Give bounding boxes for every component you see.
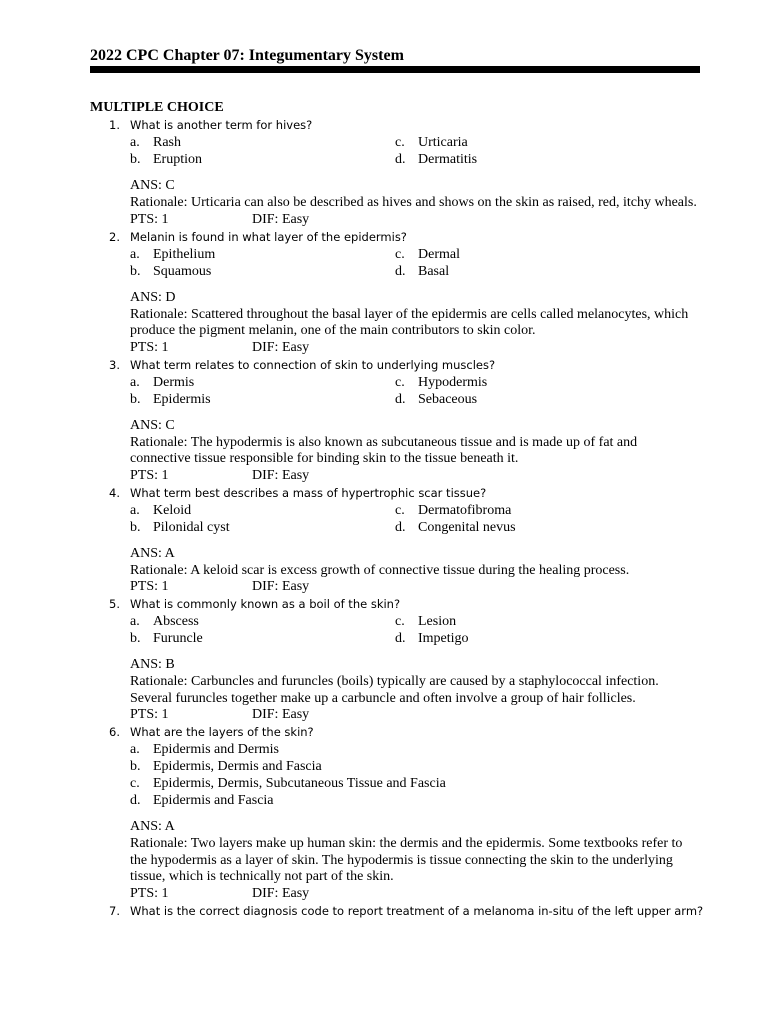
option-text: Squamous [153, 263, 212, 279]
difficulty-value: DIF: Easy [252, 467, 310, 483]
option-row [0, 613, 768, 630]
option-letter: b. [130, 759, 141, 774]
points-difficulty-line [0, 707, 768, 724]
points-value: PTS: 1 [130, 707, 169, 722]
difficulty-value: DIF: Easy [252, 579, 310, 594]
option-list [0, 134, 768, 168]
points-difficulty-line [0, 340, 768, 357]
option-row [0, 758, 768, 775]
option-text: Hypodermis [418, 374, 488, 390]
question-stem: What term best describes a mass of hypertrophic scar tissue? [130, 485, 487, 500]
answer-line [0, 657, 768, 674]
answer-key: ANS: C [130, 178, 175, 193]
option-letter: a. [130, 135, 140, 150]
difficulty-value: DIF: Easy [252, 211, 310, 227]
option-text: Keloid [153, 502, 192, 518]
question-stem-row [0, 357, 768, 374]
points-value: PTS: 1 [130, 467, 169, 483]
answer-line [0, 290, 768, 307]
option-row [0, 792, 768, 809]
option-list [0, 246, 768, 280]
section-heading: MULTIPLE CHOICE [90, 100, 224, 115]
option-text: Lesion [418, 614, 457, 629]
question-stem-row [0, 903, 768, 920]
option-letter: a. [130, 502, 140, 518]
question-stem: What is commonly known as a boil of the skin? [130, 597, 401, 611]
question-stem-row [0, 117, 768, 134]
option-row [0, 263, 768, 280]
option-list [0, 741, 768, 809]
question-item [0, 596, 768, 724]
option-text: Epidermis, Dermis and Fascia [153, 759, 322, 774]
question-stem-row [0, 485, 768, 502]
option-list [0, 374, 768, 408]
option-text: Epidermis [153, 391, 211, 407]
answer-line [0, 418, 768, 435]
question-stem: What are the layers of the skin? [130, 725, 314, 739]
question-stem-row [0, 596, 768, 613]
title-rule [90, 66, 700, 73]
question-stem-row [0, 229, 768, 246]
option-text: Abscess [153, 614, 199, 629]
answer-key: ANS: C [130, 417, 175, 433]
option-text: Pilonidal cyst [153, 519, 230, 535]
answer-key: ANS: D [130, 289, 176, 305]
question-item [0, 724, 768, 903]
option-text: Epidermis and Dermis [153, 742, 279, 757]
question-number: 3. [109, 357, 120, 372]
option-letter: a. [130, 742, 140, 757]
rationale-text: Rationale: Scattered throughout the basal layer of the epidermis are cells called melanocytes, which produce the pigment melanin, one of the main contributors to skin color. [130, 306, 689, 338]
question-list [0, 117, 768, 920]
option-letter: c. [395, 502, 405, 518]
answer-line [0, 819, 768, 836]
option-text: Dermatitis [418, 152, 478, 167]
option-text: Epithelium [153, 246, 216, 262]
answer-key: ANS: B [130, 657, 175, 672]
rationale-text: Rationale: The hypodermis is also known as subcutaneous tissue and is made up of fat and connective tissue responsible for binding skin to the tissue beneath it. [130, 434, 638, 466]
option-letter: c. [395, 246, 405, 262]
difficulty-value: DIF: Easy [252, 707, 310, 722]
option-letter: b. [130, 152, 141, 167]
question-item [0, 357, 768, 485]
points-difficulty-line [0, 886, 768, 903]
answer-key: ANS: A [130, 819, 175, 834]
option-row [0, 630, 768, 647]
option-text: Congenital nevus [418, 519, 516, 535]
option-list [0, 613, 768, 647]
option-text: Eruption [153, 152, 202, 167]
option-text: Epidermis, Dermis, Subcutaneous Tissue and Fascia [153, 776, 446, 791]
answer-block [0, 546, 768, 597]
question-stem-row [0, 724, 768, 741]
answer-block [0, 657, 768, 724]
answer-block [0, 418, 768, 485]
option-letter: c. [395, 614, 405, 629]
option-letter: d. [395, 391, 406, 407]
option-letter: d. [395, 519, 406, 535]
option-text: Urticaria [418, 135, 468, 150]
option-text: Furuncle [153, 631, 203, 646]
question-stem: What is the correct diagnosis code to report treatment of a melanoma in-situ of the left upper arm? [130, 903, 704, 918]
option-letter: c. [130, 776, 140, 791]
option-letter: a. [130, 614, 140, 629]
option-list [0, 502, 768, 536]
question-number: 4. [109, 485, 120, 500]
points-value: PTS: 1 [130, 211, 169, 227]
points-difficulty-line [0, 579, 768, 596]
option-text: Impetigo [418, 631, 469, 646]
option-row [0, 391, 768, 408]
question-stem: Melanin is found in what layer of the epidermis? [130, 229, 407, 244]
option-letter: b. [130, 631, 141, 646]
points-difficulty-line [0, 468, 768, 485]
option-text: Basal [418, 263, 450, 279]
option-letter: d. [395, 631, 406, 646]
difficulty-value: DIF: Easy [252, 885, 310, 901]
question-item [0, 117, 768, 229]
question-stem: What is another term for hives? [130, 118, 313, 132]
question-item [0, 229, 768, 357]
question-number: 7. [109, 903, 120, 918]
answer-line [0, 546, 768, 563]
option-letter: a. [130, 246, 140, 262]
points-value: PTS: 1 [130, 579, 169, 594]
question-item [0, 485, 768, 597]
question-number: 5. [109, 597, 120, 611]
question-item [0, 903, 768, 920]
option-row [0, 502, 768, 519]
option-row [0, 374, 768, 391]
answer-block [0, 290, 768, 357]
rationale-text: Rationale: A keloid scar is excess growth of connective tissue during the healing process. [130, 562, 630, 578]
question-number: 1. [109, 118, 120, 132]
option-letter: d. [395, 263, 406, 279]
answer-block [0, 178, 768, 229]
option-row [0, 134, 768, 151]
option-text: Epidermis and Fascia [153, 793, 274, 808]
answer-key: ANS: A [130, 545, 175, 561]
option-row [0, 519, 768, 536]
option-text: Dermal [418, 246, 460, 262]
option-row [0, 775, 768, 792]
option-letter: c. [395, 135, 405, 150]
question-number: 6. [109, 725, 120, 739]
question-number: 2. [109, 229, 120, 244]
difficulty-value: DIF: Easy [252, 339, 310, 355]
option-letter: d. [130, 793, 141, 808]
option-text: Dermis [153, 374, 195, 390]
points-difficulty-line [0, 212, 768, 229]
answer-block [0, 819, 768, 903]
option-letter: c. [395, 374, 405, 390]
option-letter: b. [130, 391, 141, 407]
option-text: Rash [153, 135, 181, 150]
option-letter: d. [395, 152, 406, 167]
option-letter: b. [130, 263, 141, 279]
points-value: PTS: 1 [130, 339, 169, 355]
option-letter: b. [130, 519, 141, 535]
option-row [0, 741, 768, 758]
points-value: PTS: 1 [130, 885, 169, 901]
option-row [0, 246, 768, 263]
option-letter: a. [130, 374, 140, 390]
rationale-text: Rationale: Urticaria can also be described as hives and shows on the skin as raised, red, itchy wheals. [130, 195, 697, 210]
rationale-text: Rationale: Two layers make up human skin: the dermis and the epidermis. Some textbooks refer to the hypodermis as a layer of skin. The hypodermis is tissue connecting the skin to the underlying tissue, which is technically not part of the skin. [130, 836, 683, 884]
option-text: Sebaceous [418, 391, 478, 407]
answer-line [0, 178, 768, 195]
document-title: 2022 CPC Chapter 07: Integumentary System [90, 47, 404, 64]
option-text: Dermatofibroma [418, 502, 512, 518]
rationale-text: Rationale: Carbuncles and furuncles (boils) typically are caused by a staphylococcal infection. Several furuncles together make up a carbuncle and often involve a group of hair follicles. [130, 674, 659, 706]
question-stem: What term relates to connection of skin to underlying muscles? [130, 357, 496, 372]
option-row [0, 151, 768, 168]
